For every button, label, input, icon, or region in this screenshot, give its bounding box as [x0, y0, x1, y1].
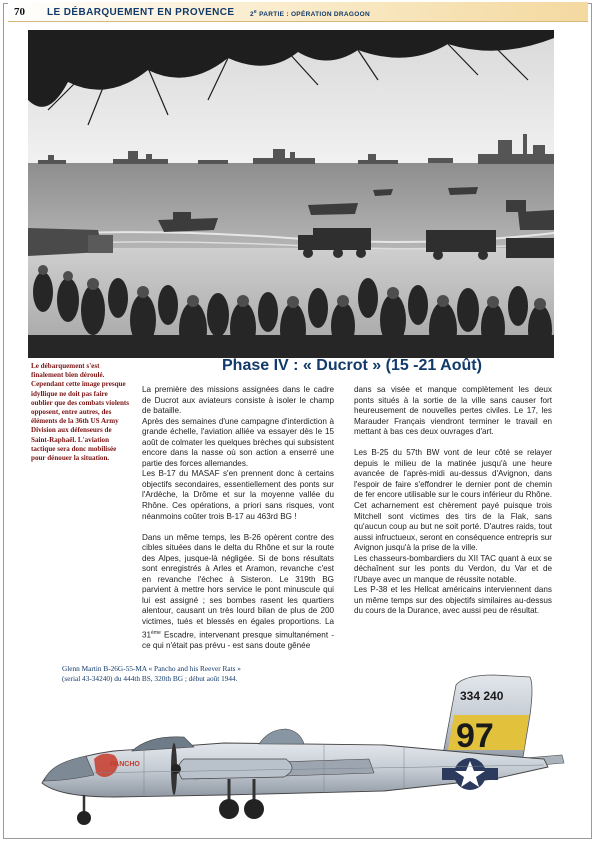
part-superscript: e [253, 9, 258, 15]
part-title-text: PARTIE : OPÉRATION DRAGOON [257, 11, 370, 19]
paragraph: Les chasseurs-bombardiers du XII TAC quant à eux se déchaînent sur les ponts du Verdon, du Var et de l'Ubaye avec un manque de réussite notable. [354, 553, 552, 584]
tail-code: 97 [456, 717, 494, 755]
paragraph: La première des missions assignées dans le cadre de Ducrot aux aviateurs consiste à isoler le champ de bataille. [142, 385, 334, 416]
paragraph: Les B-17 du MASAF s'en prennent donc à certains objectifs secondaires, essentiellement des ponts sur l'Ardèche, la Drôme et sur la moyenne vallée du Rhône. Ces opérations, a priori sans risques, vont néanmoins coûter trois B-17 au 463rd BG ! [142, 469, 334, 521]
plane-caption-line: Glenn Martin B-26G-55-MA « Pancho and his Reever Rats » [62, 664, 241, 673]
article-column-right [354, 385, 552, 617]
ordinal-superscript: ème [151, 629, 161, 636]
paragraph: dans sa visée et manque complètement les deux ponts situés à la sortie de la ville sans causer fort heureusement de nouvelles pertes civiles. Le 17, les Marauder Français viendront terminer le travail en mettant à bas ces deux ouvrages d'art. [354, 385, 552, 437]
paragraph: Après des semaines d'une campagne d'interdiction à grande échelle, l'aviation alliée va essayer dès le 15 août de colmater les quelques brèches qui subsistent encore dans la nasse où son action a enserré une partie des forces allemandes. [142, 416, 334, 468]
part-number: 2 [250, 11, 254, 19]
paragraph-text: Dans un même temps, les B-26 opèrent contre des cibles situées dans le delta du Rhône et sur la route des Alpes, jusque-là négligée. Si de bons résultats sont enregistrés à Arles et Aramon, revanche c'est en revanche l'échec à Sisteron. Le 319th BG parvient à mettre hors service le pont minuscule qui lui est assigné ; ses bombes rasent les quartiers alentour, causant un très lourd bilan de plus de 200 victimes, tués et blessés en égales proportions. La 31 [142, 532, 334, 640]
paragraph: Les P-38 et les Hellcat américains interviennent dans un même temps sur des objectifs similaires au-dessus du cours de la Durance, avec aussi peu de résultat. [354, 585, 552, 616]
series-title: LE DÉBARQUEMENT EN PROVENCE [47, 7, 235, 18]
article-title: Phase IV : « Ducrot » (15 -21 Août) [222, 357, 482, 374]
nose-art-label: PANCHO [110, 761, 140, 768]
part-title [250, 9, 370, 18]
plane-caption-line: (serial 43-34240) du 444th BS, 320th BG ; début août 1944. [62, 674, 238, 683]
tail-serial: 334 240 [460, 689, 504, 703]
paragraph: Les B-25 du 57th BW vont de leur côté se relayer depuis le milieu de la matinée jusqu'à une heure avancée de l'après-midi au-dessus d'Avignon, dans l'espoir de faire s'effondrer le dernier pont de chemin de fer encore utilisable sur le cours inférieur du Rhône. Cet acharnement est chèrement payé puisque trois Mitchell sont victimes des tirs de la Flak, sans qu'aucun coup au but ne soit porté. D'autres raids, tout aussi infructueux, seront en conséquence entrepris sur Avignon jusqu'à la prise de la ville. [354, 448, 552, 553]
landing-beach-photo [28, 30, 554, 358]
page-number: 70 [14, 6, 25, 18]
paragraph-text: Escadre, intervenant presque simultanément - ce qui n'était pas prévu - est sans doute gênée [142, 630, 334, 650]
plane-caption [62, 664, 241, 684]
photo-caption: Le débarquement s'est finalement bien déroulé. Cependant cette image presque idyllique ne doit pas faire oublier que des combats violents opposent, entre autres, des éléments de la 36th US Army Division aux défenseurs de Saint-Raphaël. L'aviation tactique sera donc mobilisée pour dénouer la situation. [31, 362, 130, 463]
paragraph [142, 533, 334, 652]
article-column-left [142, 385, 334, 651]
